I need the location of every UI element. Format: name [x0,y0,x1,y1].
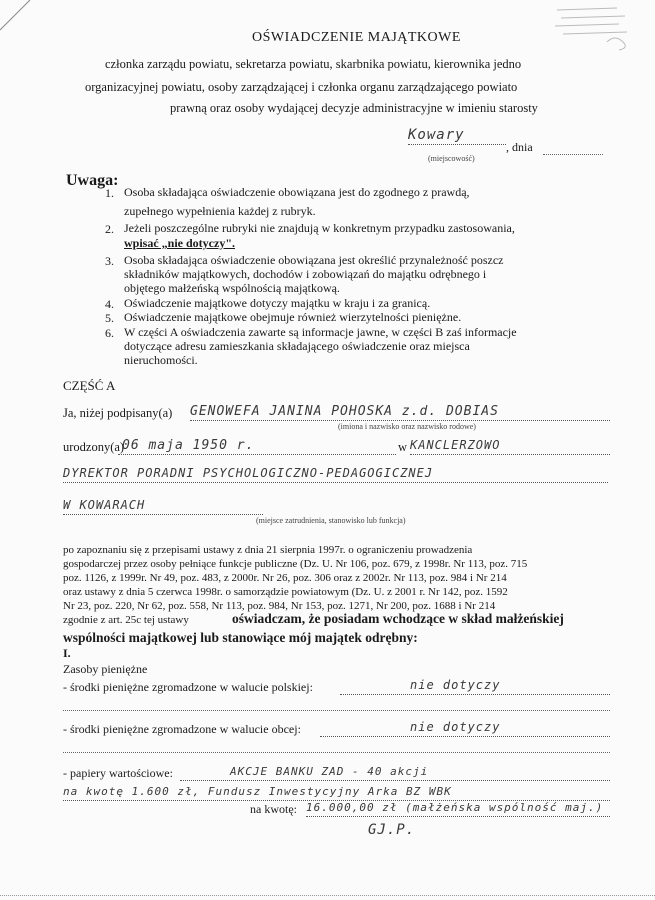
law-line-5: Nr 23, poz. 220, Nr 62, poz. 558, Nr 113, poz. 984, Nr 153, poz. 1271, Nr 200, poz. 1688 i Nr 214 [63,600,496,612]
securities-value: AKCJE BANKU ZAD - 40 akcji [230,765,429,778]
date-field-line [543,154,603,155]
note-5-number: 5. [105,311,114,325]
pln-value: nie dotyczy [410,678,501,692]
signature-initials: GJ.P. [368,822,416,838]
signed-value: GENOWEFA JANINA POHOSKA z.d. DOBIAS [190,404,499,419]
born-date-field [118,436,396,455]
note-6-line-1: W części A oświadczenia zawarte są informacje jawne, w części B zaś informacje [124,325,517,339]
scan-corner-mark [0,0,40,40]
place-field [408,126,506,145]
born-place-label: w [398,440,408,454]
registry-stamp [547,4,637,56]
foreign-value: nie dotyczy [410,720,501,734]
law-line-6: zgodnie z art. 25c tej ustawy [63,614,189,626]
zasoby-label: Zasoby pieniężne [63,662,148,676]
note-3-number: 3. [105,254,114,268]
note-6-line-2: dotyczące adresu zamieszkania składającego oświadczenie oraz miejsca [124,339,470,353]
note-3-line-1: Osoba składająca oświadczenie obowiązana jest określić przynależność poszcz [124,253,504,267]
law-line-2: gospodarczej przez osoby pełniące funkcje publiczne (Dz. U. Nr 106, poz. 679, z 1998r. Nr 113, poz. 715 [63,558,528,570]
place-caption: (miejscowość) [428,154,475,163]
law-line-1: po zapoznaniu się z przepisami ustawy z dnia 21 sierpnia 1997r. o ograniczeniu prowadzenia [63,544,473,556]
note-5-line-1: Oświadczenie majątkowe obejmuje również wierzytelności pieniężne. [124,310,462,324]
note-3-line-2: składników majątkowych, dochodów i zobowiązań do majątku odrębnego i [124,267,487,281]
workplace-caption: (miejsce zatrudnienia, stanowisko lub funkcja) [256,516,406,525]
note-6-number: 6. [105,326,114,340]
note-4-line-1: Oświadczenie majątkowe dotyczy majątku w kraju i za granicą. [124,296,431,310]
foreign-extra-line [63,752,610,753]
roman-one: I. [63,646,71,660]
pln-label: - środki pieniężne zgromadzone w walucie polskiej: [63,680,313,694]
signed-field [190,402,610,421]
born-place-field [410,436,610,455]
uwaga-heading: Uwaga: [66,172,119,189]
workplace-field-1 [63,464,608,483]
law-line-3: poz. 1126, z 1999r. Nr 49, poz. 483, z 2000r. Nr 26, poz. 306 oraz z 2002r. Nr 113, poz. 984 i Nr 214 [63,572,507,584]
subtitle-line-1: członka zarządu powiatu, sekretarza powiatu, skarbnika powiatu, kierownika jedno [105,57,522,71]
workplace-field-2 [63,496,263,515]
place-value: Kowary [408,127,465,143]
amount-label: na kwotę: [250,802,297,816]
note-1-line-2: zupełnego wypełnienia każdej z rubryk. [124,204,316,218]
note-2-number: 2. [105,222,114,236]
foreign-label: - środki pieniężne zgromadzone w walucie obcej: [63,722,301,736]
amount-field [306,798,610,817]
born-place-value: KANCLERZOWO [410,438,501,452]
born-value: 06 maja 1950 r. [122,438,255,453]
note-3-line-3: objętego małżeńską wspólnością majątkową. [124,281,340,295]
note-2-line-2: wpisać „nie dotyczy". [124,236,235,250]
signed-label: Ja, niżej podpisany(a) [63,406,173,420]
scan-bottom-edge [0,895,655,896]
securities-label: - papiery wartościowe: [63,766,173,780]
workplace-line-2: W KOWARACH [63,498,146,512]
law-line-4: oraz ustawy z dnia 5 czerwca 1998r. o samorządzie powiatowym (Dz. U. z 2001 r. Nr 142, poz. 1592 [63,586,508,598]
securities-field [180,762,610,781]
note-6-line-3: nieruchomości. [124,353,198,367]
name-caption: (imiona i nazwisko oraz nazwisko rodowe) [338,422,476,431]
declare-text: oświadczam, że posiadam wchodzące w skład małżeńskiej [232,611,564,626]
subtitle-line-3: prawną oraz osoby wydającej decyzje administracyjne w imieniu starosty [170,101,538,115]
securities-line-2: na kwotę 1.600 zł, Fundusz Inwestycyjny Arka BZ WBK [63,785,452,798]
note-1-line-1: Osoba składająca oświadczenie obowiązana jest do zgodnego z prawdą, [124,185,470,199]
subtitle-line-2: organizacyjnej powiatu, osoby zarządzającej i członka organu zarządzającego powiato [85,80,518,94]
note-2-line-1: Jeżeli poszczególne rubryki nie znajdują w konkretnym przypadku zastosowania, [124,221,515,235]
born-label: urodzony(a) [63,440,125,454]
pln-extra-line [63,710,610,711]
workplace-line-1: DYREKTOR PORADNI PSYCHOLOGICZNO-PEDAGOGICZNEJ [63,466,434,480]
foreign-field [320,718,610,737]
date-label: , dnia [506,140,533,154]
amount-value: 16.000,00 zł (małżeńska wspólność maj.) [306,801,604,814]
declare-text-2: wspólności majątkowej lub stanowiące mój majątek odrębny: [63,630,418,645]
document-title: OŚWIADCZENIE MAJĄTKOWE [252,30,461,45]
part-a-heading: CZĘŚĆ A [63,378,116,393]
note-4-number: 4. [105,297,114,311]
note-1-number: 1. [105,186,114,200]
pln-field [340,676,610,695]
